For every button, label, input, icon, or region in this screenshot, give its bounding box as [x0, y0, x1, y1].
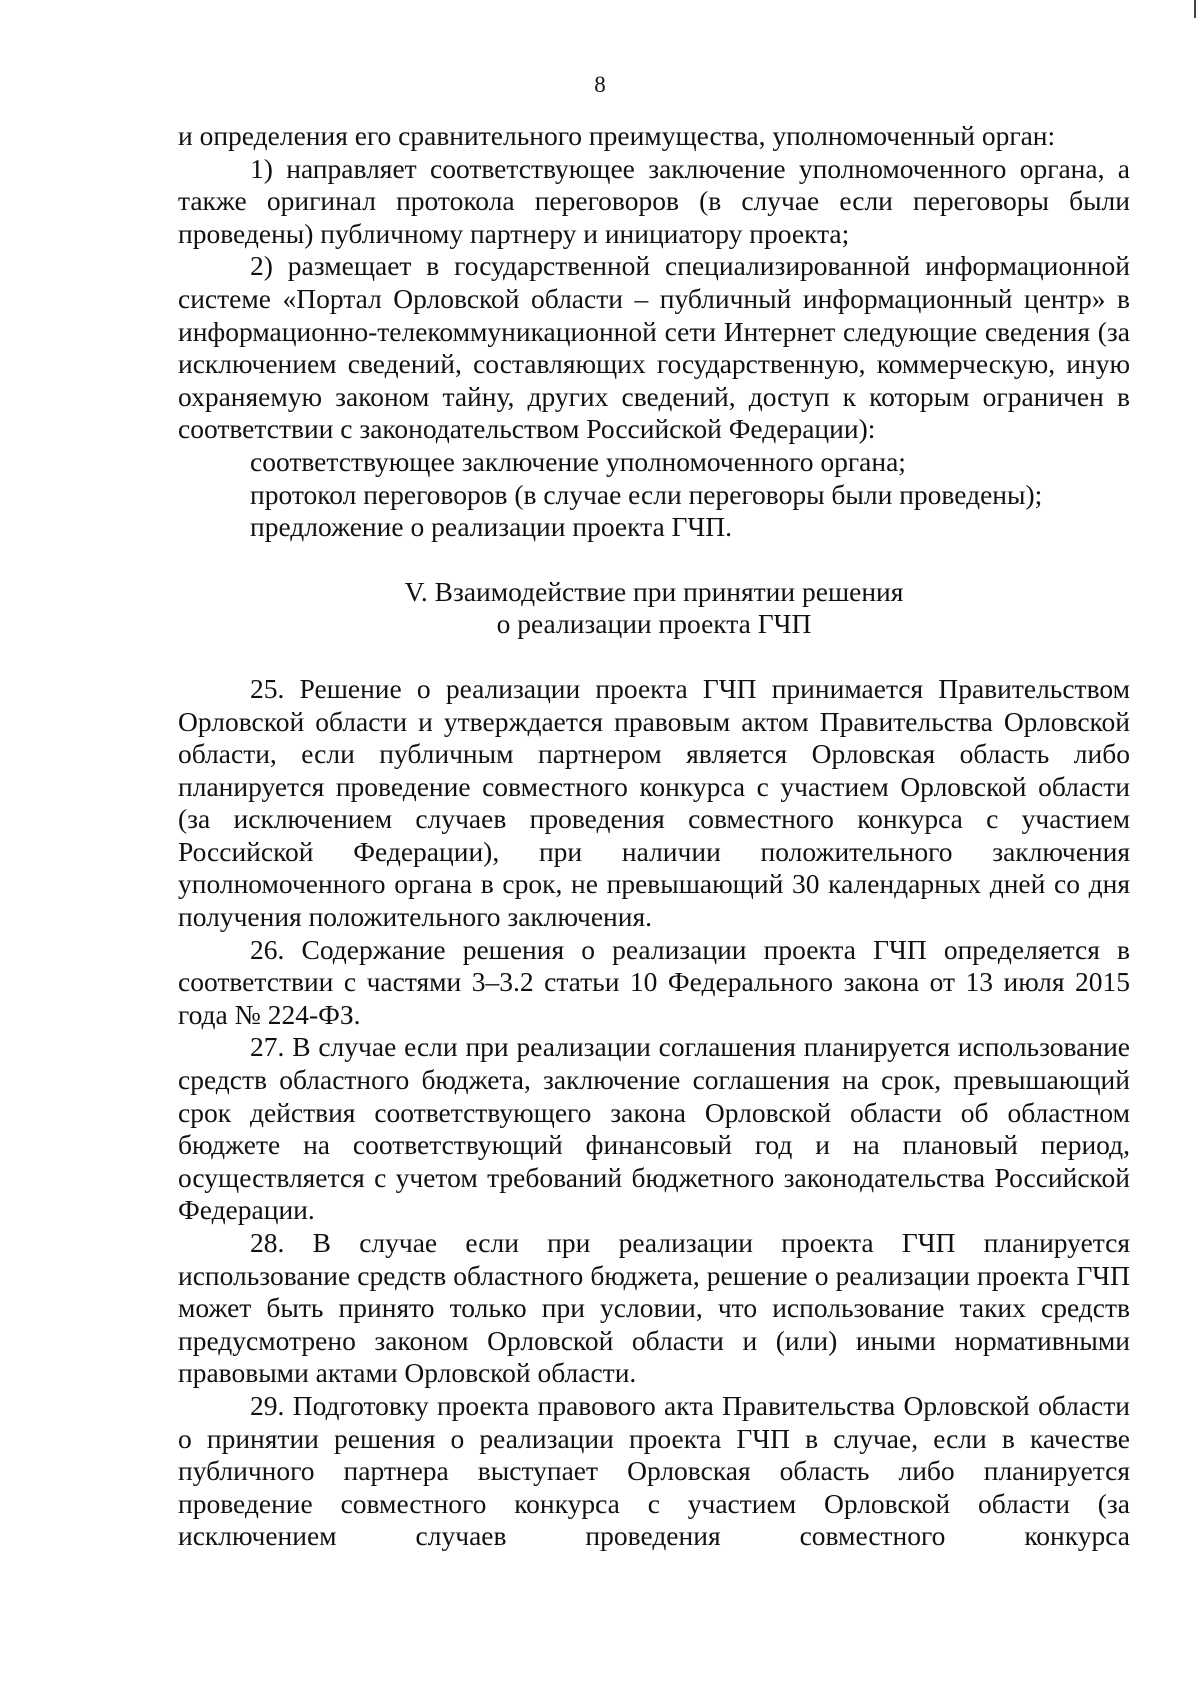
- clause-29: 29. Подготовку проекта правового акта Правительства Орловской области о принятии решения о реализации проекта ГЧП в случае, если в качестве публичного партнера выступает Орловская область либо планируется проведение совместного конкурса с участием Орловской области (за исключением случаев проведения совместного конкурса: [178, 1389, 1130, 1552]
- sub-item-conclusion: соответствующее заключение уполномоченного органа;: [250, 445, 906, 477]
- scan-edge-mark: [1194, 0, 1196, 18]
- paragraph-continuation: и определения его сравнительного преимущества, уполномоченный орган:: [178, 120, 1056, 151]
- section-heading-line-1: V. Взаимодействие при принятии решения: [404, 575, 904, 607]
- document-body: [178, 120, 1130, 1553]
- clause-26: 26. Содержание решения о реализации проекта ГЧП определяется в соответствии с частями 3–3.2 статьи 10 Федерального закона от 13 июля 2015 года № 224-ФЗ.: [178, 933, 1130, 1030]
- sub-item-protocol: протокол переговоров (в случае если переговоры были проведены);: [250, 478, 1043, 510]
- clause-28: 28. В случае если при реализации проекта ГЧП планируется использование средств областного бюджета, решение о реализации проекта ГЧП может быть принято только при условии, что использование таких средств предусмотрено законом Орловской области и (или) иными нормативными правовыми актами Орловской области.: [178, 1227, 1130, 1389]
- list-item-2: 2) размещает в государственной специализированной информационной системе «Портал Орловской области – публичный информационный центр» в информационно-телекоммуникационной сети Интернет следующие сведения (за исключением сведений, составляющих государственную, коммерческую, иную охраняемую законом тайну, других сведений, доступ к которым ограничен в соответствии с законодательством Российской Федерации):: [178, 250, 1130, 445]
- section-heading: [178, 576, 1130, 641]
- clause-27: 27. В случае если при реализации соглашения планируется использование средств областного бюджета, заключение соглашения на срок, превышающий срок действия соответствующего закона Орловской области об областном бюджете на соответствующий финансовый год и на плановый период, осуществляется с учетом требований бюджетного законодательства Российской Федерации.: [178, 1031, 1130, 1226]
- sub-item-proposal: предложение о реализации проекта ГЧП.: [250, 511, 733, 543]
- section-heading-line-2: о реализации проекта ГЧП: [496, 608, 812, 640]
- list-item-1: 1) направляет соответствующее заключение уполномоченного органа, а также оригинал протокола переговоров (в случае если переговоры были проведены) публичному партнеру и инициатору проекта;: [178, 152, 1130, 249]
- page-number: 8: [594, 72, 606, 97]
- clause-25: 25. Решение о реализации проекта ГЧП принимается Правительством Орловской области и утверждается правовым актом Правительства Орловской области, если публичным партнером является Орловская область либо планируется проведение совместного конкурса с участием Орловской области (за исключением случаев проведения совместного конкурса с участием Российской Федерации), при наличии положительного заключения уполномоченного органа в срок, не превышающий 30 календарных дней со дня получения положительного заключения.: [178, 672, 1130, 933]
